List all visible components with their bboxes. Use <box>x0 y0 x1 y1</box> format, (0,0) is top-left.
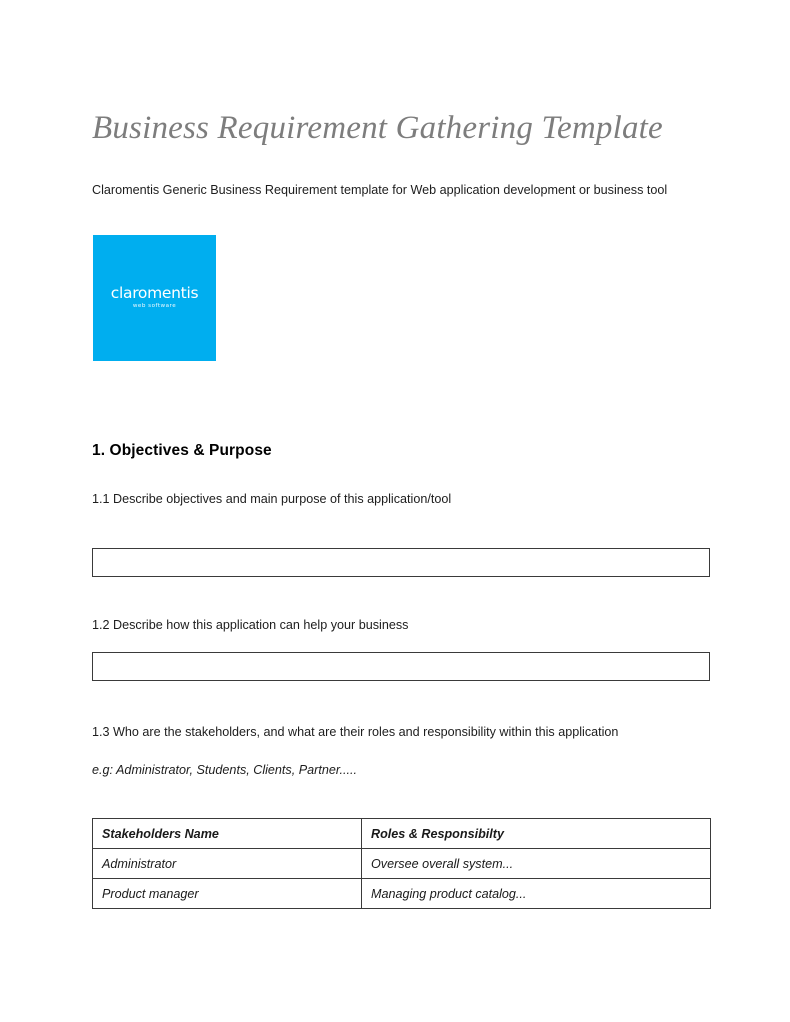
stakeholder-table <box>92 818 711 909</box>
claromentis-logo <box>93 235 216 361</box>
page-title: Business Requirement Gathering Template <box>92 110 663 146</box>
answer-box-1-1[interactable] <box>92 548 710 577</box>
cell-stakeholder-role[interactable]: Oversee overall system... <box>362 849 711 879</box>
section-heading-objectives-purpose: 1. Objectives & Purpose <box>92 442 272 459</box>
table-header-row <box>93 819 711 849</box>
table-row[interactable] <box>93 879 711 909</box>
cell-stakeholder-name[interactable]: Product manager <box>93 879 362 909</box>
column-header-stakeholders-name: Stakeholders Name <box>93 819 362 849</box>
question-label-1-1: 1.1 Describe objectives and main purpose of this application/tool <box>92 492 452 506</box>
question-label-1-2: 1.2 Describe how this application can help your business <box>92 618 409 632</box>
logo-wordmark: claromentis <box>110 283 199 302</box>
table-row[interactable] <box>93 849 711 879</box>
question-label-1-3: 1.3 Who are the stakeholders, and what are their roles and responsibility within this application <box>92 725 619 739</box>
column-header-roles-responsibility: Roles & Responsibilty <box>362 819 711 849</box>
logo-tagline: web software <box>132 303 177 310</box>
cell-stakeholder-name[interactable]: Administrator <box>93 849 362 879</box>
cell-stakeholder-role[interactable]: Managing product catalog... <box>362 879 711 909</box>
example-note-1-3: e.g: Administrator, Students, Clients, Partner..... <box>92 763 358 777</box>
answer-box-1-2[interactable] <box>92 652 710 681</box>
document-subtitle: Claromentis Generic Business Requirement template for Web application development or business tool <box>92 183 668 197</box>
